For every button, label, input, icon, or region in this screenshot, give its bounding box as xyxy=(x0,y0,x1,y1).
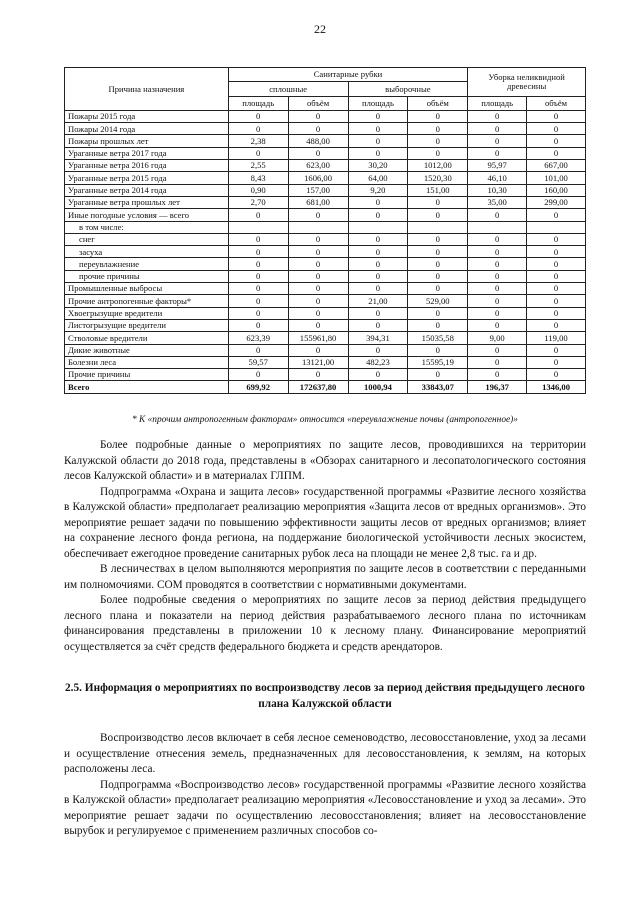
row-label: Прочие антропогенные факторы* xyxy=(65,295,229,307)
row-label: снег xyxy=(65,233,229,245)
value-cell: 0 xyxy=(288,344,348,356)
value-cell: 8,43 xyxy=(228,172,288,184)
value-cell: 9,00 xyxy=(468,332,527,344)
row-label: Стволовые вредители xyxy=(65,332,229,344)
header-area: площадь xyxy=(228,96,288,110)
row-label: Промышленные выбросы xyxy=(65,283,229,295)
value-cell: 0 xyxy=(288,123,348,135)
row-label: Ураганные ветра 2017 года xyxy=(65,147,229,159)
paragraph: Подпрограмма «Охрана и защита лесов» государственной программы «Развитие лесного хозяйства в Калужской области» предполагает реализацию мероприятия «Защита лесов от вредных организмов». Это мероприятие решает задачи по повышению эффективности защиты лесов от вредных организмов; влияет на сохранение лесного фонда региона, на поддержание биологической устойчивости лесных экосистем, обеспечивает ежегодное проведение санитарных рубок леса на площади не менее 2,8 тыс. га и др. xyxy=(64,485,586,560)
value-cell: 64,00 xyxy=(348,172,408,184)
page-number: 22 xyxy=(314,22,326,36)
value-cell: 0 xyxy=(348,270,408,282)
value-cell xyxy=(527,221,586,233)
value-cell: 1000,94 xyxy=(348,381,408,393)
value-cell: 0 xyxy=(408,135,468,147)
value-cell: 0 xyxy=(348,344,408,356)
header-reason: Причина назначения xyxy=(65,68,229,111)
value-cell: 0 xyxy=(348,110,408,122)
value-cell: 0 xyxy=(228,307,288,319)
value-cell: 0 xyxy=(468,369,527,381)
value-cell: 9,20 xyxy=(348,184,408,196)
value-cell: 15595,19 xyxy=(408,356,468,368)
value-cell: 488,00 xyxy=(288,135,348,147)
value-cell: 0 xyxy=(228,123,288,135)
value-cell: 0 xyxy=(468,270,527,282)
section-heading: 2.5. Информация о мероприятиях по воспроизводству лесов за период действия предыдущего лесного плана Калужской области xyxy=(65,682,585,710)
value-cell: 1520,30 xyxy=(408,172,468,184)
value-cell: 0 xyxy=(468,209,527,221)
value-cell: 2,55 xyxy=(228,160,288,172)
table-row xyxy=(65,307,586,319)
footnote: * К «прочим антропогенным факторам» относится «переувлажнение почвы (антропогенное)» xyxy=(132,415,518,425)
value-cell: 0 xyxy=(527,307,586,319)
table-row xyxy=(65,369,586,381)
value-cell: 0,90 xyxy=(228,184,288,196)
value-cell: 2,70 xyxy=(228,196,288,208)
row-label: Ураганные ветра 2015 года xyxy=(65,172,229,184)
value-cell: 0 xyxy=(288,233,348,245)
value-cell: 0 xyxy=(408,369,468,381)
value-cell: 0 xyxy=(408,246,468,258)
row-label: прочие причины xyxy=(65,270,229,282)
value-cell: 699,92 xyxy=(228,381,288,393)
value-cell: 0 xyxy=(228,246,288,258)
value-cell: 0 xyxy=(408,270,468,282)
value-cell: 0 xyxy=(468,246,527,258)
row-label: в том числе: xyxy=(65,221,229,233)
value-cell: 0 xyxy=(468,110,527,122)
value-cell: 0 xyxy=(468,135,527,147)
value-cell: 0 xyxy=(228,233,288,245)
value-cell: 0 xyxy=(527,123,586,135)
table-row xyxy=(65,147,586,159)
value-cell: 101,00 xyxy=(527,172,586,184)
value-cell: 0 xyxy=(527,135,586,147)
row-label: Ураганные ветра 2016 года xyxy=(65,160,229,172)
value-cell: 10,30 xyxy=(468,184,527,196)
value-cell: 0 xyxy=(527,233,586,245)
value-cell: 0 xyxy=(228,270,288,282)
header-volume: объём xyxy=(408,96,468,110)
table-row xyxy=(65,356,586,368)
value-cell: 0 xyxy=(408,319,468,331)
value-cell: 0 xyxy=(408,307,468,319)
header-clear: сплошные xyxy=(228,82,348,96)
value-cell: 0 xyxy=(288,307,348,319)
data-table xyxy=(64,67,586,394)
table-row xyxy=(65,135,586,147)
value-cell: 0 xyxy=(527,270,586,282)
value-cell: 0 xyxy=(527,246,586,258)
table-row xyxy=(65,319,586,331)
value-cell: 0 xyxy=(348,246,408,258)
value-cell: 95,97 xyxy=(468,160,527,172)
value-cell: 0 xyxy=(288,110,348,122)
table-row xyxy=(65,221,586,233)
row-label: Хвоегрызущие вредители xyxy=(65,307,229,319)
value-cell: 0 xyxy=(348,283,408,295)
value-cell: 0 xyxy=(228,209,288,221)
value-cell: 0 xyxy=(288,258,348,270)
value-cell: 0 xyxy=(468,283,527,295)
value-cell: 0 xyxy=(527,258,586,270)
value-cell: 46,10 xyxy=(468,172,527,184)
table-row xyxy=(65,110,586,122)
value-cell: 0 xyxy=(468,307,527,319)
value-cell: 529,00 xyxy=(408,295,468,307)
value-cell: 0 xyxy=(348,307,408,319)
row-label: Болезни леса xyxy=(65,356,229,368)
value-cell: 0 xyxy=(527,344,586,356)
row-label: Листогрызущие вредители xyxy=(65,319,229,331)
value-cell: 0 xyxy=(288,369,348,381)
value-cell: 0 xyxy=(468,233,527,245)
value-cell: 0 xyxy=(228,369,288,381)
value-cell: 157,00 xyxy=(288,184,348,196)
value-cell: 0 xyxy=(288,319,348,331)
value-cell: 196,37 xyxy=(468,381,527,393)
table-row xyxy=(65,344,586,356)
paragraph: В лесничествах в целом выполняются мероприятия по защите лесов в соответствии с переданными им полномочиями. СОМ проводятся в соответствии с нормативными документами. xyxy=(64,563,586,591)
table-row xyxy=(65,196,586,208)
value-cell: 0 xyxy=(408,258,468,270)
value-cell: 1606,00 xyxy=(288,172,348,184)
value-cell: 0 xyxy=(408,147,468,159)
row-label: засуха xyxy=(65,246,229,258)
header-area: площадь xyxy=(348,96,408,110)
value-cell xyxy=(228,221,288,233)
value-cell: 0 xyxy=(408,233,468,245)
row-label: Пожары 2014 года xyxy=(65,123,229,135)
value-cell: 0 xyxy=(348,233,408,245)
value-cell: 623,39 xyxy=(228,332,288,344)
value-cell: 299,00 xyxy=(527,196,586,208)
value-cell: 0 xyxy=(527,295,586,307)
value-cell: 0 xyxy=(348,319,408,331)
row-label: Всего xyxy=(65,381,229,393)
value-cell xyxy=(348,221,408,233)
value-cell: 0 xyxy=(527,369,586,381)
value-cell: 681,00 xyxy=(288,196,348,208)
paragraph: Воспроизводство лесов включает в себя лесное семеноводство, лесовосстановление, уход за лесами и осуществление отнесения земель, предназначенных для лесовосстановления, к землям, на которых расположены леса. xyxy=(64,732,586,775)
row-label: Дикие животные xyxy=(65,344,229,356)
table-body xyxy=(65,110,586,393)
value-cell: 0 xyxy=(408,283,468,295)
table-row xyxy=(65,209,586,221)
value-cell: 0 xyxy=(228,258,288,270)
value-cell: 0 xyxy=(468,295,527,307)
header-volume: объём xyxy=(527,96,586,110)
table-row xyxy=(65,295,586,307)
table-row xyxy=(65,184,586,196)
value-cell: 15035,58 xyxy=(408,332,468,344)
value-cell: 0 xyxy=(288,283,348,295)
value-cell: 0 xyxy=(348,196,408,208)
value-cell: 0 xyxy=(288,246,348,258)
value-cell: 0 xyxy=(527,147,586,159)
table-row xyxy=(65,233,586,245)
value-cell: 0 xyxy=(468,258,527,270)
value-cell: 0 xyxy=(527,283,586,295)
value-cell: 0 xyxy=(348,135,408,147)
row-label: Пожары 2015 года xyxy=(65,110,229,122)
value-cell: 0 xyxy=(408,196,468,208)
header-selective: выборочные xyxy=(348,82,468,96)
value-cell: 13121,00 xyxy=(288,356,348,368)
value-cell: 30,20 xyxy=(348,160,408,172)
header-sanitary: Санитарные рубки xyxy=(228,68,467,82)
value-cell: 0 xyxy=(348,147,408,159)
value-cell: 394,31 xyxy=(348,332,408,344)
value-cell: 0 xyxy=(348,123,408,135)
value-cell: 623,00 xyxy=(288,160,348,172)
value-cell: 0 xyxy=(288,147,348,159)
value-cell: 0 xyxy=(527,356,586,368)
value-cell: 0 xyxy=(348,209,408,221)
value-cell: 0 xyxy=(408,344,468,356)
value-cell: 2,38 xyxy=(228,135,288,147)
row-label: переувлажнение xyxy=(65,258,229,270)
value-cell: 0 xyxy=(468,123,527,135)
value-cell: 0 xyxy=(288,209,348,221)
paragraph: Более подробные данные о мероприятиях по защите лесов, проводившихся на территории Калужской области до 2018 года, представлены в «Обзорах санитарного и лесопатологического состояния лесов Калужской области» и в материалах ГЛПМ. xyxy=(64,439,586,482)
value-cell: 0 xyxy=(527,319,586,331)
value-cell: 0 xyxy=(468,147,527,159)
header-area: площадь xyxy=(468,96,527,110)
body-text-lower xyxy=(64,731,586,840)
value-cell: 0 xyxy=(228,319,288,331)
value-cell: 1012,00 xyxy=(408,160,468,172)
total-row xyxy=(65,381,586,393)
value-cell: 0 xyxy=(408,123,468,135)
row-label: Прочие причины xyxy=(65,369,229,381)
value-cell: 59,57 xyxy=(228,356,288,368)
value-cell: 151,00 xyxy=(408,184,468,196)
row-label: Пожары прошлых лет xyxy=(65,135,229,147)
table-row xyxy=(65,160,586,172)
value-cell: 0 xyxy=(288,295,348,307)
table-row xyxy=(65,123,586,135)
value-cell: 0 xyxy=(228,344,288,356)
paragraph: Более подробные сведения о мероприятиях по защите лесов за период действия предыдущего лесного плана и показатели на период действия разрабатываемого лесного плана по источникам финансирования представлены в приложении 10 к лесному плану. Финансирование мероприятий осуществляется за счёт средств федерального бюджета и средств арендаторов. xyxy=(64,594,586,653)
value-cell: 33843,07 xyxy=(408,381,468,393)
value-cell: 0 xyxy=(408,209,468,221)
value-cell: 0 xyxy=(468,356,527,368)
value-cell: 0 xyxy=(468,344,527,356)
value-cell xyxy=(468,221,527,233)
header-volume: объём xyxy=(288,96,348,110)
value-cell: 482,23 xyxy=(348,356,408,368)
table-row xyxy=(65,332,586,344)
value-cell: 172637,80 xyxy=(288,381,348,393)
value-cell: 667,00 xyxy=(527,160,586,172)
value-cell: 0 xyxy=(348,258,408,270)
row-label: Ураганные ветра прошлых лет xyxy=(65,196,229,208)
value-cell: 0 xyxy=(408,110,468,122)
body-text-upper xyxy=(64,438,586,655)
table-row xyxy=(65,270,586,282)
value-cell: 0 xyxy=(468,319,527,331)
value-cell: 21,00 xyxy=(348,295,408,307)
value-cell: 0 xyxy=(288,270,348,282)
table-row xyxy=(65,258,586,270)
value-cell: 0 xyxy=(228,283,288,295)
value-cell: 0 xyxy=(348,369,408,381)
value-cell: 119,00 xyxy=(527,332,586,344)
row-label: Иные погодные условия — всего xyxy=(65,209,229,221)
value-cell: 0 xyxy=(228,110,288,122)
header-cleanup: Уборка неликвидной древесины xyxy=(468,68,586,97)
value-cell: 35,00 xyxy=(468,196,527,208)
value-cell: 0 xyxy=(527,110,586,122)
value-cell: 155961,80 xyxy=(288,332,348,344)
table-row xyxy=(65,246,586,258)
value-cell: 1346,00 xyxy=(527,381,586,393)
table-row xyxy=(65,172,586,184)
table-row xyxy=(65,283,586,295)
value-cell xyxy=(408,221,468,233)
paragraph: Подпрограмма «Воспроизводство лесов» государственной программы «Развитие лесного хозяйства в Калужской области» предполагает реализацию мероприятия «Лесовосстановление и уход за лесами». Это мероприятие решает задачи по осуществлению лесовосстановления; влияет на лесовосстановление вырубок и регулируемое с применением различных способов со- xyxy=(64,778,586,837)
value-cell: 0 xyxy=(228,147,288,159)
row-label: Ураганные ветра 2014 года xyxy=(65,184,229,196)
value-cell: 0 xyxy=(527,209,586,221)
value-cell: 160,00 xyxy=(527,184,586,196)
value-cell xyxy=(288,221,348,233)
value-cell: 0 xyxy=(228,295,288,307)
